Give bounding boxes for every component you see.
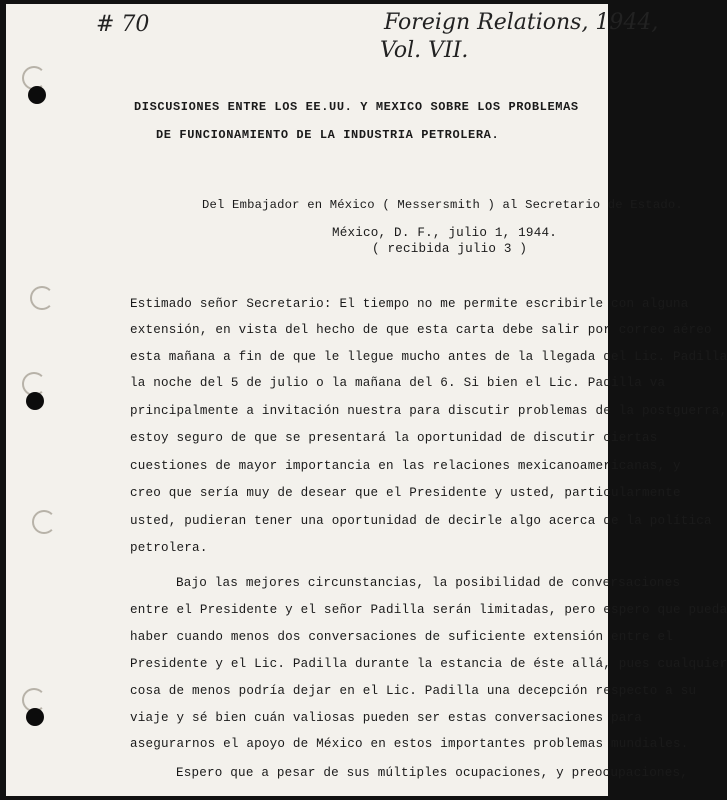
punch-hole-ring bbox=[30, 286, 54, 310]
letter-from-to: Del Embajador en México ( Messersmith ) al Secretario de Estado. bbox=[202, 198, 683, 212]
paragraph-line: usted, pudieran tener una oportunidad de decirle algo acerca de la política bbox=[130, 514, 712, 528]
punch-hole bbox=[28, 86, 46, 104]
paragraph-line: Bajo las mejores circunstancias, la posibilidad de conversaciones bbox=[176, 576, 681, 590]
handwritten-document-number: # 70 bbox=[96, 12, 150, 37]
heading-line-1: DISCUSIONES ENTRE LOS EE.UU. Y MEXICO SOBRE LOS PROBLEMAS bbox=[134, 100, 579, 114]
punch-hole bbox=[26, 392, 44, 410]
punch-hole bbox=[26, 708, 44, 726]
paragraph-line: Presidente y el Lic. Padilla durante la estancia de éste allá, pues cualquier bbox=[130, 657, 727, 671]
punch-hole-ring bbox=[32, 510, 56, 534]
document-page bbox=[6, 4, 727, 796]
letter-received: ( recibida julio 3 ) bbox=[372, 242, 528, 256]
paragraph-line: cuestiones de mayor importancia en las relaciones mexicanoamericanas, y bbox=[130, 459, 681, 473]
paragraph-line: extensión, en vista del hecho de que esta carta debe salir por correo aéreo bbox=[130, 323, 712, 337]
paragraph-line: creo que sería muy de desear que el Presidente y usted, particularmente bbox=[130, 486, 681, 500]
paragraph-line: petrolera. bbox=[130, 541, 208, 555]
handwritten-source-volume: Vol. VII. bbox=[380, 38, 469, 63]
heading-line-2: DE FUNCIONAMIENTO DE LA INDUSTRIA PETROLERA. bbox=[156, 128, 500, 142]
handwritten-source-reference: Foreign Relations, 1944, bbox=[384, 10, 659, 35]
paragraph-line: esta mañana a fin de que le llegue mucho antes de la llegada del Lic. Padilla bbox=[130, 350, 727, 364]
paragraph-line: haber cuando menos dos conversaciones de suficiente extensión entre el bbox=[130, 630, 674, 644]
paragraph-line: viaje y sé bien cuán valiosas pueden ser estas conversaciones para bbox=[130, 711, 642, 725]
letter-place-date: México, D. F., julio 1, 1944. bbox=[332, 226, 557, 240]
paragraph-line: estoy seguro de que se presentará la oportunidad de discutir ciertas bbox=[130, 431, 658, 445]
paragraph-line: Estimado señor Secretario: El tiempo no me permite escribirle con alguna bbox=[130, 297, 689, 311]
paragraph-line: asegurarnos el apoyo de México en estos importantes problemas mundiales. bbox=[130, 737, 689, 751]
paragraph-line: Espero que a pesar de sus múltiples ocupaciones, y preocupaciones, bbox=[176, 766, 688, 780]
paragraph-line: la noche del 5 de julio o la mañana del 6. Si bien el Lic. Padilla va bbox=[130, 376, 666, 390]
paragraph-line: entre el Presidente y el señor Padilla serán limitadas, pero espero que pueda bbox=[130, 603, 727, 617]
paragraph-line: principalmente a invitación nuestra para discutir problemas de la postguerra, bbox=[130, 404, 727, 418]
paragraph-line: cosa de menos podría dejar en el Lic. Padilla una decepción respecto a su bbox=[130, 684, 697, 698]
